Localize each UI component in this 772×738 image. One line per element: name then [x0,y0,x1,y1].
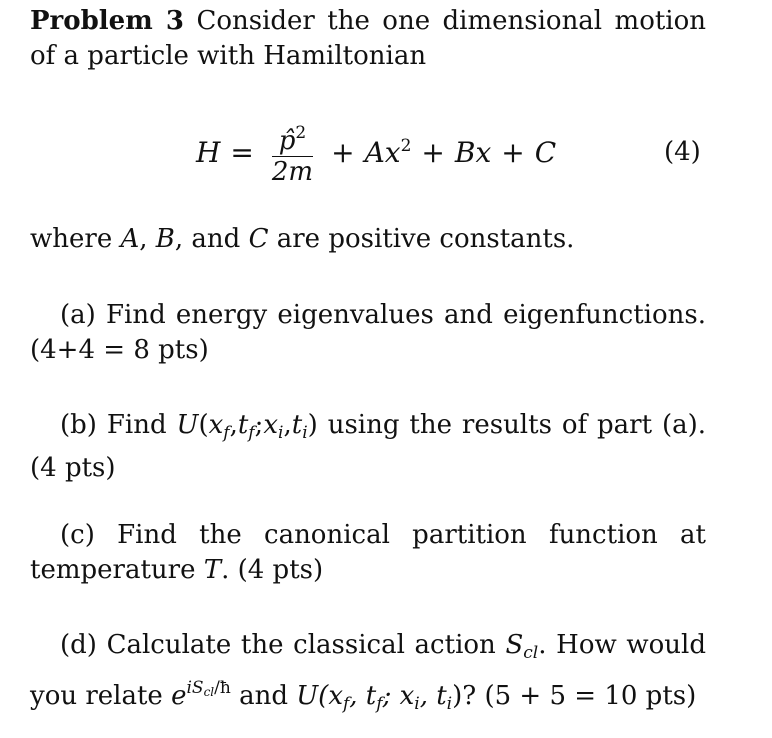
part-a [30,298,706,368]
hamiltonian-equation [0,112,772,192]
classical-action-symbol: $S_{cl}$ [505,630,539,663]
where-sep-2: , and [174,224,241,254]
part-d-propagator: $U(x_f$, $t_f$; $x_i$, $t_i$)? [296,681,477,714]
part-d-text-after: (5 + 5 = 10 pts) [484,681,697,711]
where-suffix: are positive constants. [276,224,575,254]
part-b [30,408,706,486]
part-d [30,628,706,722]
part-b-label: (b) [60,410,97,440]
eq-plus-3: + [501,135,525,169]
momentum-fraction [272,118,313,187]
const-b: B [155,224,175,254]
part-b-text-before: Find [106,410,167,440]
part-a-text: Find energy eigenvalues and eigenfunctions. (4+4 = 8 pts) [30,300,706,365]
eq-term-c: C [534,135,557,169]
problem-intro [30,4,706,74]
part-b-text-after: using the results of part (a). (4 pts) [30,410,707,483]
numerator-p-hat: p̂ [278,125,296,156]
part-d-text-before: Calculate the classical action [106,630,496,660]
eq-plus-1: + [331,135,355,169]
problem-label: Problem 3 [30,6,185,36]
fraction-denominator: 2m [271,156,314,187]
fraction-numerator [277,118,308,156]
equation-body [196,112,556,192]
eq-term-b: Bx [454,135,492,169]
const-c: C [248,224,269,254]
eq-equals: = [230,135,254,169]
eq-term-a [365,136,412,169]
part-d-text-mid: . How would you relate [30,630,706,711]
term-a-power: 2 [400,135,412,156]
part-b-propagator: $U(x_f,t_f;x_i,t_i)$ [176,410,318,443]
temperature-symbol: T [203,555,222,585]
part-d-and: and [239,681,288,711]
where-sep-1: , [139,224,148,254]
term-a-text: Ax [364,135,401,169]
where-prefix: where [30,224,113,254]
const-a: A [120,224,140,254]
where-line [30,222,706,257]
eq-plus-2: + [421,135,445,169]
part-d-label: (d) [60,630,97,660]
part-c-text-after: . (4 pts) [221,555,324,585]
part-c-label: (c) [60,520,95,550]
equation-number: (4) [664,137,701,167]
part-c-text-before: Find the canonical partition function at temperature [30,520,706,585]
problem-intro-text: Consider the one dimensional motion of a particle with Hamiltonian [30,6,707,71]
part-a-label: (a) [60,300,96,330]
eq-lhs: H [196,135,221,169]
part-c [30,518,706,588]
exponential-term: $e^{iScl/ħ}$ [171,678,231,711]
numerator-power: 2 [295,122,307,143]
